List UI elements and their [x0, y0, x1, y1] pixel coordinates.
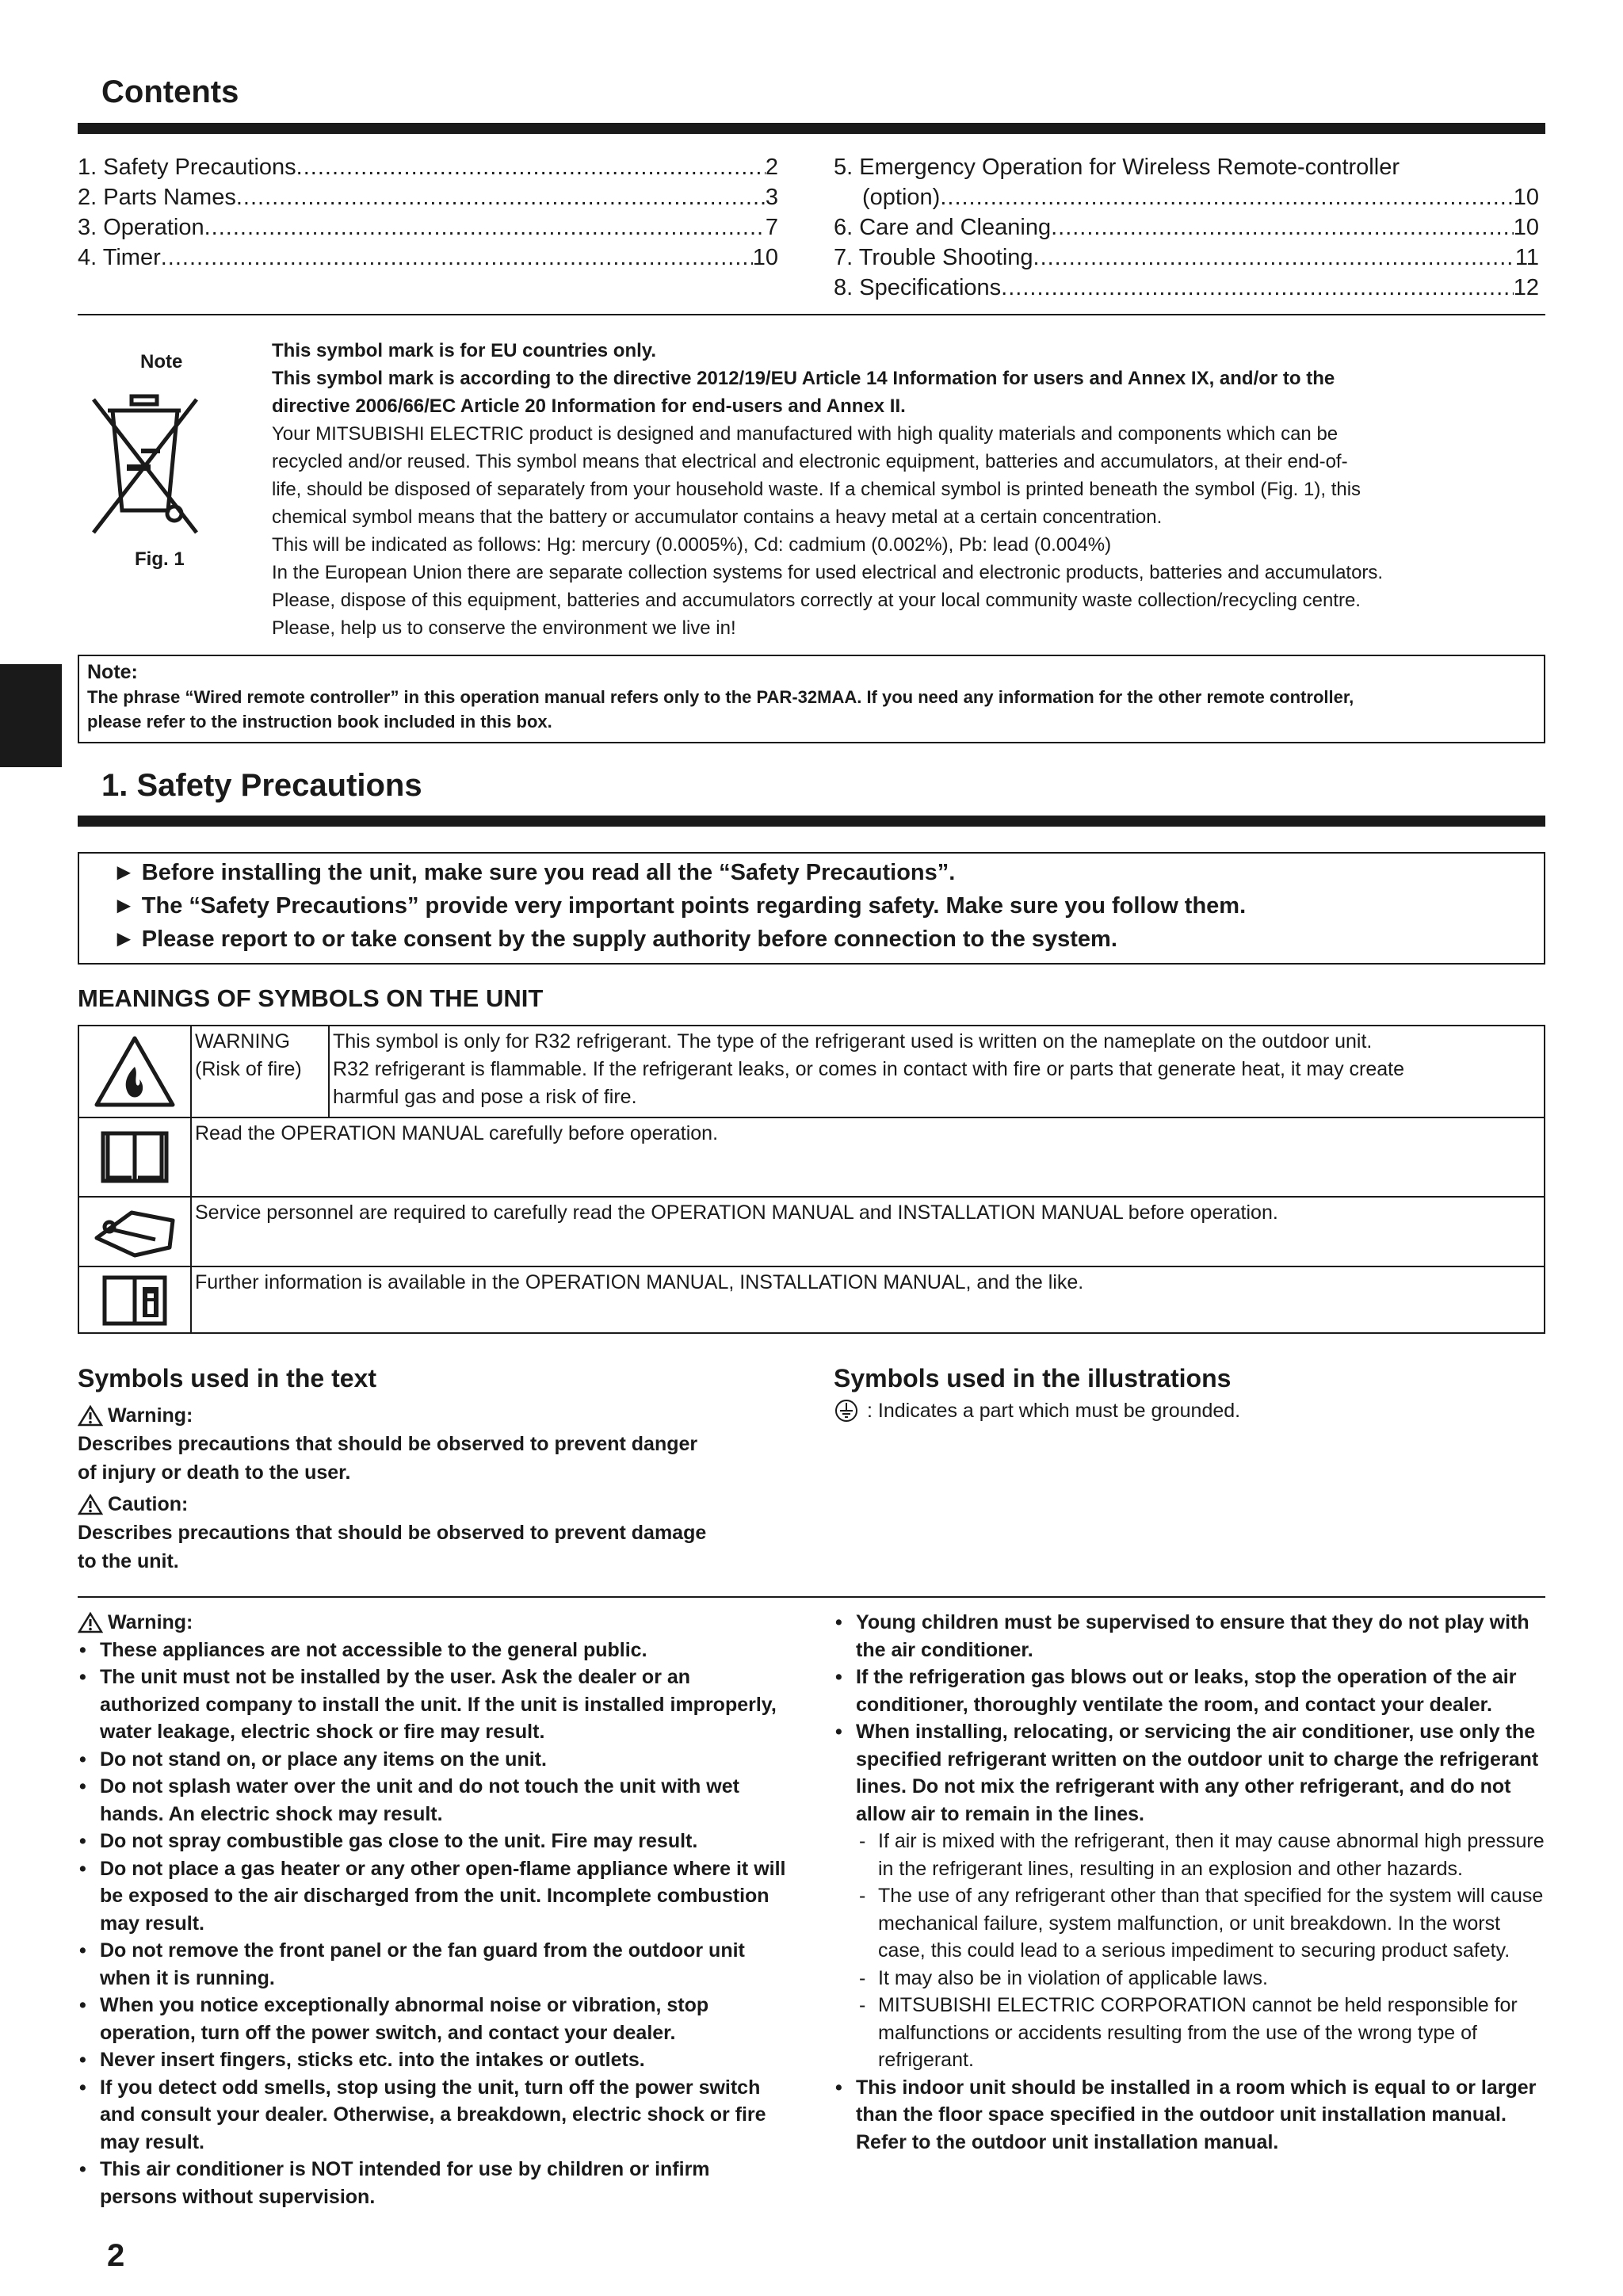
- toc-item-safety[interactable]: 1. Safety Precautions ..... 2: [78, 155, 778, 181]
- contents-title: Contents: [101, 74, 239, 109]
- toc-item-care[interactable]: 6. Care and Cleaning ..... 10: [834, 215, 1539, 241]
- open-book-icon: [78, 1117, 191, 1197]
- eu-note-bold-line: directive 2006/66/EC Article 20 Information for end-users and Annex II.: [272, 395, 906, 417]
- wired-note-line: please refer to the instruction book included in this box.: [87, 712, 552, 732]
- safety-title: 1. Safety Precautions: [101, 768, 422, 803]
- service-symbol-text: Service personnel are required to carefully read the OPERATION MANUAL and INSTALLATION MANUAL before operation.: [191, 1197, 1545, 1266]
- eu-note-bold-line: This symbol mark is for EU countries only.: [272, 340, 657, 361]
- warnings-left-column: [78, 1609, 787, 2210]
- warning-desc-line: R32 refrigerant is flammable. If the refrigerant leaks, or comes in contact with fire or parts that generate heat, it may create: [333, 1058, 1405, 1080]
- warning-sub-item: - It may also be in violation of applicable laws.: [834, 1965, 1547, 1992]
- safety-intro-line: ► Please report to or take consent by the supply authority before connection to the system.: [113, 926, 1117, 952]
- eu-note-line: Your MITSUBISHI ELECTRIC product is designed and manufactured with high quality materials and components which can be: [272, 423, 1338, 445]
- caution-triangle-icon: [78, 1493, 103, 1515]
- fig-1-label: Fig. 1: [135, 548, 185, 570]
- contents-divider: [78, 314, 1545, 315]
- warning-bullet-item: • This air conditioner is NOT intended for use by children or infirm persons without supervision.: [78, 2156, 787, 2210]
- ground-icon: [834, 1398, 859, 1423]
- warnings-left-list: [78, 1637, 787, 2211]
- eu-note-line: This will be indicated as follows: Hg: mercury (0.0005%), Cd: cadmium (0.002%), Pb: lead (0.004%): [272, 534, 1112, 556]
- eu-note-bold-line: This symbol mark is according to the directive 2012/19/EU Article 14 Information for users and Annex IX, and/or to the: [272, 368, 1335, 389]
- toc-item-specs[interactable]: 8. Specifications ..... 12: [834, 275, 1539, 301]
- symbols-on-unit-heading: MEANINGS OF SYMBOLS ON THE UNIT: [78, 984, 544, 1012]
- warnings-divider: [78, 1596, 1545, 1598]
- warning-sub-item: - If air is mixed with the refrigerant, then it may cause abnormal high pressure in the refrigerant lines, resulting in an explosion and other hazards.: [834, 1828, 1547, 1882]
- text-caution-desc: Describes precautions that should be observed to prevent damage: [78, 1522, 707, 1544]
- text-symbols-block: [78, 1401, 791, 1576]
- eu-note-line: Please, help us to conserve the environment we live in!: [272, 617, 736, 639]
- warning-bullet-item: • If you detect odd smells, stop using the unit, turn off the power switch and consult your dealer. Otherwise, a breakdown, electric shock or fire may result.: [78, 2074, 787, 2157]
- warning-label: WARNING: [195, 1030, 290, 1052]
- eu-note-line: recycled and/or reused. This symbol means that electrical and electronic equipment, batteries and accumulators, at their end-of-: [272, 451, 1348, 472]
- safety-rule: [78, 816, 1545, 827]
- text-warning-label: Warning:: [108, 1404, 193, 1427]
- warning-bullet-item: • This indoor unit should be installed in a room which is equal to or larger than the floor space specified in the outdoor unit installation manual. Refer to the outdoor unit installation manual.: [834, 2074, 1547, 2157]
- manual-symbol-text: Read the OPERATION MANUAL carefully before operation.: [191, 1117, 1545, 1197]
- warning-bullet-item: • These appliances are not accessible to the general public.: [78, 1637, 787, 1664]
- ground-desc: : Indicates a part which must be grounded.: [867, 1399, 1241, 1422]
- wired-note-label: Note:: [87, 661, 138, 683]
- eu-note-label: Note: [140, 351, 183, 372]
- eu-note-line: Please, dispose of this equipment, batteries and accumulators correctly at your local community waste collection/recycling centre.: [272, 590, 1361, 611]
- illus-symbols-heading: Symbols used in the illustrations: [834, 1364, 1232, 1392]
- text-warning-desc: of injury or death to the user.: [78, 1461, 351, 1484]
- illus-symbols-line: [834, 1398, 1240, 1423]
- warning-bullet-item: • Do not splash water over the unit and do not touch the unit with wet hands. An electric shock may result.: [78, 1773, 787, 1828]
- warning-bullet-item: • When you notice exceptionally abnormal noise or vibration, stop operation, turn off the power switch, and contact your dealer.: [78, 1992, 787, 2046]
- warning-bullet-item: • Do not stand on, or place any items on the unit.: [78, 1746, 787, 1774]
- eu-note-line: In the European Union there are separate collection systems for used electrical and electronic products, batteries and accumulators.: [272, 562, 1384, 583]
- weee-bin-icon: [86, 392, 204, 542]
- warning-desc-line: harmful gas and pose a risk of fire.: [333, 1086, 637, 1108]
- warning-sub-item: - The use of any refrigerant other than that specified for the system will cause mechanical failure, system malfunction, or unit breakdown. In the worst case, this could lead to a serious impediment to securing product safety.: [834, 1882, 1547, 1965]
- wired-note-line: The phrase “Wired remote controller” in this operation manual refers only to the PAR-32MAA. If you need any information for the other remote controller,: [87, 687, 1354, 707]
- symbols-table: [78, 1025, 1545, 1334]
- warning-desc-line: This symbol is only for R32 refrigerant. The type of the refrigerant used is written on the nameplate on the outdoor unit.: [333, 1030, 1373, 1052]
- eu-note-line: chemical symbol means that the battery or accumulator contains a heavy metal at a certain concentration.: [272, 506, 1163, 528]
- wired-remote-note: [78, 655, 1545, 743]
- warning-triangle-icon: [78, 1404, 103, 1427]
- info-symbol-text: Further information is available in the OPERATION MANUAL, INSTALLATION MANUAL, and the like.: [191, 1266, 1545, 1333]
- toc-item-operation[interactable]: 3. Operation ..... 7: [78, 215, 778, 241]
- eu-note-text: [272, 337, 1548, 642]
- warning-bullet-item: • Young children must be supervised to ensure that they do not play with the air conditioner.: [834, 1609, 1547, 1664]
- toc-item-emergency-option[interactable]: (option) ..... 10: [862, 185, 1539, 211]
- text-caution-desc: to the unit.: [78, 1550, 179, 1572]
- safety-intro-box: [78, 852, 1545, 965]
- warning-bullet-item: • Do not place a gas heater or any other open-flame appliance where it will be exposed to the air discharged from the unit. Incomplete combustion may result.: [78, 1855, 787, 1938]
- info-book-icon: [78, 1266, 191, 1333]
- toc-item-emergency[interactable]: 5. Emergency Operation for Wireless Remote-controller: [834, 155, 1400, 180]
- section-tab-marker: [0, 664, 62, 767]
- contents-rule: [78, 123, 1545, 134]
- toc-item-parts[interactable]: 2. Parts Names ..... 3: [78, 185, 778, 211]
- text-caution-label: Caution:: [108, 1493, 189, 1515]
- safety-intro-line: ► Before installing the unit, make sure you read all the “Safety Precautions”.: [113, 860, 956, 885]
- warning-bullet-item: • The unit must not be installed by the user. Ask the dealer or an authorized company to install the unit. If the unit is installed improperly, water leakage, electric shock or fire may result.: [78, 1664, 787, 1746]
- text-warning-desc: Describes precautions that should be observed to prevent danger: [78, 1433, 698, 1455]
- warning-bullet-item: • If the refrigeration gas blows out or leaks, stop the operation of the air conditioner, thoroughly ventilate the room, and contact your dealer.: [834, 1664, 1547, 1718]
- warnings-right-list: [834, 1609, 1547, 2156]
- safety-intro-line: ► The “Safety Precautions” provide very important points regarding safety. Make sure you follow them.: [113, 893, 1247, 919]
- warning-bullet-item: • Do not spray combustible gas close to the unit. Fire may result.: [78, 1828, 787, 1855]
- warning-bullet-item: • Never insert fingers, sticks etc. into the intakes or outlets.: [78, 2046, 787, 2074]
- toc-item-trouble[interactable]: 7. Trouble Shooting ..... 11: [834, 245, 1539, 271]
- warning-bullet-item: • When installing, relocating, or servicing the air conditioner, use only the specified refrigerant written on the outdoor unit to charge the refrigerant lines. Do not mix the refrigerant with any other refrigerant, and do not allow air to remain in the lines.: [834, 1718, 1547, 1828]
- risk-of-fire-label: (Risk of fire): [195, 1058, 302, 1080]
- page-number: 2: [107, 2238, 125, 2273]
- text-symbols-heading: Symbols used in the text: [78, 1364, 376, 1392]
- warning-sub-item: - MITSUBISHI ELECTRIC CORPORATION cannot be held responsible for malfunctions or accidents resulting from the use of the wrong type of refrigerant.: [834, 1992, 1547, 2074]
- toc-item-timer[interactable]: 4. Timer ..... 10: [78, 245, 778, 271]
- warnings-label: Warning:: [108, 1611, 193, 1633]
- service-wrench-icon: [78, 1197, 191, 1266]
- warning-bullet-item: • Do not remove the front panel or the fan guard from the outdoor unit when it is running.: [78, 1937, 787, 1992]
- warnings-right-column: [834, 1609, 1547, 2156]
- warning-triangle-icon: [78, 1611, 103, 1633]
- eu-note-line: life, should be disposed of separately from your household waste. If a chemical symbol is printed beneath the symbol (Fig. 1), this: [272, 479, 1361, 500]
- flammable-warning-icon: [78, 1026, 191, 1117]
